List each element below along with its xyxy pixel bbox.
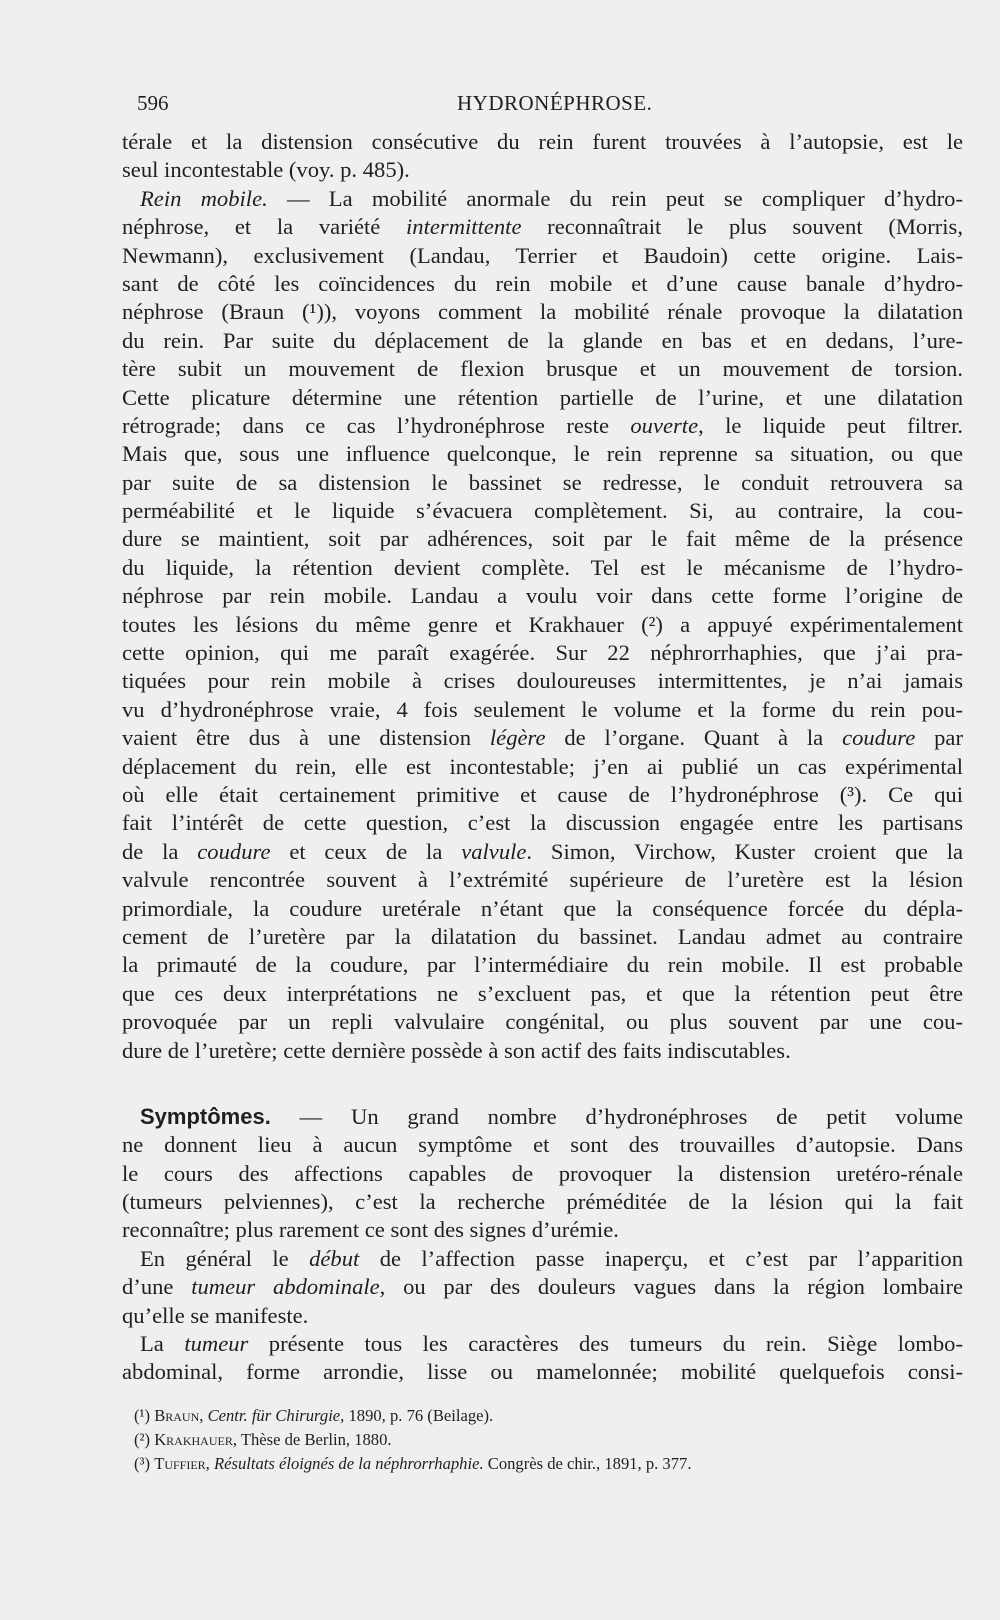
footnote-author: Braun, bbox=[154, 1406, 204, 1425]
italic-term: légère bbox=[489, 725, 546, 751]
text-line: déplacement du rein, elle est incontestable; j’en ai publié un cas expérimental bbox=[122, 753, 963, 779]
text-line: tiquées pour rein mobile à crises douloureuses intermittentes, je n’ai jamais bbox=[122, 668, 963, 694]
text-line: perméabilité et le liquide s’évacuera complètement. Si, au contraire, la cou- bbox=[122, 498, 963, 524]
running-title: HYDRONÉPHROSE. bbox=[457, 91, 653, 115]
page-header bbox=[137, 91, 965, 123]
italic-term: ouverte bbox=[630, 412, 699, 438]
text-line: reconnaître; plus rarement ce sont des signes d’urémie. bbox=[122, 1217, 619, 1243]
italic-term: tumeur bbox=[184, 1331, 249, 1357]
text-line: le cours des affections capables de provoquer la distension uretéro-rénale bbox=[122, 1160, 963, 1186]
text-line: sant de côté les coïncidences du rein mobile et d’une cause banale d’hydro- bbox=[122, 270, 963, 296]
text-line: la primauté de la coudure, par l’intermédiaire du rein mobile. Il est probable bbox=[122, 952, 963, 978]
italic-term: coudure bbox=[197, 838, 271, 864]
footnote-author: Tuffier, bbox=[154, 1454, 210, 1473]
text-line: d’une tumeur abdominale, ou par des douleurs vagues dans la région lombaire bbox=[122, 1274, 963, 1300]
page-number: 596 bbox=[137, 91, 169, 115]
text-line: néphrose par rein mobile. Landau a voulu voir dans cette forme l’origine de bbox=[122, 583, 963, 609]
italic-term: tumeur abdominale bbox=[191, 1274, 380, 1300]
text-line: cement de l’uretère par la dilatation du bassinet. Landau admet au contraire bbox=[122, 923, 963, 949]
footnote-author: Krakhauer, bbox=[154, 1430, 237, 1449]
text-line: néphrose (Braun (¹)), voyons comment la mobilité rénale provoque la dilatation bbox=[122, 299, 963, 325]
text-line: primordiale, la coudure uretérale n’étant que la conséquence forcée du dépla- bbox=[122, 895, 963, 921]
italic-term: intermittente bbox=[406, 214, 522, 240]
footnote: (¹) Braun, Centr. für Chirurgie, 1890, p. 76 (Beilage). bbox=[134, 1406, 494, 1425]
text-line: Newmann), exclusivement (Landau, Terrier et Baudoin) cette origine. Lais- bbox=[122, 242, 963, 268]
text-line: térale et la distension consécutive du rein furent trouvées à l’autopsie, est le bbox=[122, 129, 963, 154]
text-line: provoquée par un repli valvulaire congénital, ou plus souvent par une cou- bbox=[122, 1009, 963, 1035]
text-line: (tumeurs pelviennes), c’est la recherche préméditée de la lésion qui la fait bbox=[122, 1189, 963, 1215]
text-line: Rein mobile. — La mobilité anormale du rein peut se compliquer d’hydro- bbox=[140, 185, 964, 211]
italic-term: Rein mobile. bbox=[140, 185, 268, 211]
text-line: du rein. Par suite du déplacement de la glande en bas et en dedans, l’ure- bbox=[122, 327, 963, 353]
main-text bbox=[122, 128, 963, 1387]
text-line: du liquide, la rétention devient complète. Tel est le mécanisme de l’hydro- bbox=[122, 554, 963, 580]
text-line: Cette plicature détermine une rétention partielle de l’urine, et une dilatation bbox=[122, 384, 963, 410]
text-line: que ces deux interprétations ne s’excluent pas, et que la rétention peut être bbox=[122, 980, 963, 1006]
text-line: dure se maintient, soit par adhérences, soit par le fait même de la présence bbox=[122, 526, 963, 552]
text-line: tère subit un mouvement de flexion brusque et un mouvement de torsion. bbox=[122, 356, 963, 382]
text-line: qu’elle se manifeste. bbox=[122, 1302, 309, 1328]
text-line: dure de l’uretère; cette dernière possède à son actif des faits indiscutables. bbox=[122, 1037, 791, 1063]
section-heading: Symptômes. bbox=[140, 1103, 271, 1129]
italic-term: début bbox=[309, 1245, 360, 1271]
text-line: où elle était certainement primitive et cause de l’hydronéphrose (³). Ce qui bbox=[122, 781, 963, 807]
text-line: vaient être dus à une distension légère de l’organe. Quant à la coudure par bbox=[122, 725, 963, 751]
text-line: rétrograde; dans ce cas l’hydronéphrose reste ouverte, le liquide peut filtrer. bbox=[122, 412, 964, 438]
text-line: vu d’hydronéphrose vraie, 4 fois seulement le volume et la forme du rein pou- bbox=[122, 696, 963, 722]
text-line: cette opinion, qui me paraît exagérée. Sur 22 néphrorrhaphies, que j’ai pra- bbox=[122, 640, 963, 666]
footnotes bbox=[134, 1404, 934, 1476]
text-line: Mais que, sous une influence quelconque, le rein reprenne sa situation, ou que bbox=[122, 441, 963, 467]
text-line: toutes les lésions du même genre et Krakhauer (²) a appuyé expérimentalement bbox=[122, 611, 963, 637]
italic-term: valvule bbox=[461, 838, 527, 864]
text-line: fait l’intérêt de cette question, c’est la discussion engagée entre les partisans bbox=[122, 810, 963, 836]
footnote: (³) Tuffier, Résultats éloignés de la néphrorrhaphie. Congrès de chir., 1891, p. 377. bbox=[134, 1454, 692, 1473]
text-line: Symptômes. — Un grand nombre d’hydronéphroses de petit volume bbox=[140, 1103, 963, 1129]
text-line: La tumeur présente tous les caractères des tumeurs du rein. Siège lombo- bbox=[140, 1331, 963, 1357]
italic-term: coudure bbox=[842, 725, 916, 751]
text-line: seul incontestable (voy. p. 485). bbox=[122, 157, 410, 183]
text-line: néphrose, et la variété intermittente reconnaîtrait le plus souvent (Morris, bbox=[122, 214, 963, 240]
text-line: abdominal, forme arrondie, lisse ou mamelonnée; mobilité quelquefois consi- bbox=[122, 1359, 963, 1385]
text-line: de la coudure et ceux de la valvule. Simon, Virchow, Kuster croient que la bbox=[122, 838, 963, 864]
text-line: En général le début de l’affection passe inaperçu, et c’est par l’apparition bbox=[140, 1245, 964, 1271]
footnote: (²) Krakhauer, Thèse de Berlin, 1880. bbox=[134, 1430, 392, 1449]
text-line: ne donnent lieu à aucun symptôme et sont des trouvailles d’autopsie. Dans bbox=[122, 1132, 963, 1158]
text-line: valvule rencontrée souvent à l’extrémité supérieure de l’uretère est la lésion bbox=[122, 867, 963, 893]
text-line: par suite de sa distension le bassinet se redresse, le conduit retrouvera sa bbox=[122, 469, 963, 495]
